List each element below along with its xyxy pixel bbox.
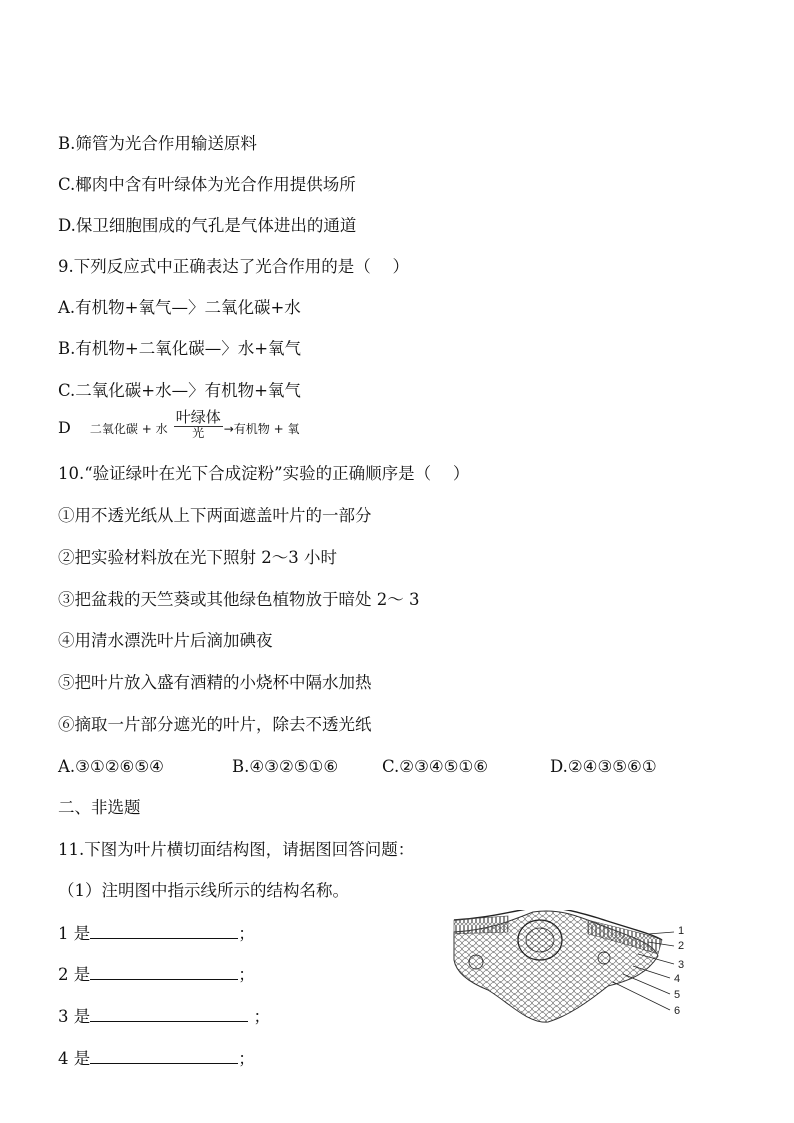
- step-4: ④用清水漂洗叶片后滴加碘夜: [58, 631, 273, 650]
- step-1: ①用不透光纸从上下两面遮盖叶片的一部分: [58, 506, 372, 525]
- section-heading: 二、非选题: [58, 798, 141, 817]
- vascular-bundle: [526, 928, 554, 952]
- figure-label-5: 5: [674, 989, 681, 1001]
- figure-label-4: 4: [674, 973, 681, 985]
- answer-line-4: [58, 1047, 255, 1070]
- q9-option-d: [58, 408, 300, 444]
- answer-suffix: ；: [238, 965, 255, 984]
- q10-options: [58, 756, 657, 778]
- q9-option-b: B.有机物+二氧化碳—〉水+氧气: [58, 339, 302, 358]
- option-b-text: B.筛管为光合作用输送原料: [58, 134, 257, 153]
- figure-label-3: 3: [678, 959, 685, 971]
- answer-prefix: 2 是: [58, 965, 91, 984]
- figure-label-2: 2: [678, 940, 685, 952]
- q10-option-c: C.②③④⑤①⑥: [382, 757, 489, 776]
- figure-label-1: 1: [678, 925, 685, 937]
- reaction-condition: [174, 409, 223, 440]
- equation-products: 有机物 + 氧: [233, 422, 300, 436]
- equation-reactants: 二氧化碳 + 水: [89, 422, 168, 436]
- step-2: ②把实验材料放在光下照射 2～3 小时: [58, 548, 337, 567]
- option-c-text: C.椰肉中含有叶绿体为光合作用提供场所: [58, 175, 356, 194]
- q10-option-b: B.④③②⑤①⑥: [232, 757, 339, 776]
- option-d-text: D.保卫细胞围成的气孔是气体进出的通道: [58, 216, 357, 235]
- answer-suffix: ；: [248, 1007, 270, 1026]
- question-9: 9.下列反应式中正确表达了光合作用的是（ ）: [58, 257, 409, 276]
- figure-label-6: 6: [674, 1005, 681, 1017]
- q10-option-d: D.②④③⑤⑥①: [550, 757, 657, 776]
- answer-suffix: ；: [238, 924, 255, 943]
- answer-suffix: ；: [238, 1049, 255, 1068]
- step-5: ⑤把叶片放入盛有酒精的小烧杯中隔水加热: [58, 673, 372, 692]
- answer-blank-3[interactable]: [90, 1005, 248, 1022]
- q9-option-d-letter: D: [58, 418, 71, 437]
- answer-prefix: 4 是: [58, 1049, 91, 1068]
- question-11: 11.下图为叶片横切面结构图，请据图回答问题：: [58, 840, 415, 859]
- step-3: ③把盆栽的天竺葵或其他绿色植物放于暗处 2～ 3: [58, 590, 420, 609]
- leaf-cross-section-figure: [448, 910, 698, 1030]
- answer-blank-4[interactable]: [90, 1047, 238, 1064]
- answer-line-3: [58, 1005, 270, 1028]
- question-11-part-1: （1）注明图中指示线所示的结构名称。: [58, 881, 349, 900]
- leader-line-5: [623, 974, 670, 994]
- leader-line-6: [613, 982, 670, 1010]
- condition-chloroplast: 叶绿体: [175, 408, 221, 426]
- q9-option-c: C.二氧化碳+水—〉有机物+氧气: [58, 381, 301, 400]
- answer-blank-1[interactable]: [90, 922, 238, 939]
- reaction-arrow: →: [223, 422, 234, 436]
- answer-line-2: [58, 963, 255, 986]
- answer-blank-2[interactable]: [90, 963, 238, 980]
- condition-light: 光: [192, 426, 205, 440]
- question-10: 10.“验证绿叶在光下合成淀粉”实验的正确顺序是（ ）: [58, 464, 470, 483]
- answer-prefix: 3 是: [58, 1007, 91, 1026]
- q10-option-a: A.③①②⑥⑤④: [58, 757, 164, 776]
- q9-option-a: A.有机物+氧气—〉二氧化碳+水: [58, 298, 301, 317]
- answer-line-1: [58, 922, 255, 945]
- leader-line-1: [648, 932, 674, 934]
- step-6: ⑥摘取一片部分遮光的叶片，除去不透光纸: [58, 715, 372, 734]
- answer-prefix: 1 是: [58, 924, 91, 943]
